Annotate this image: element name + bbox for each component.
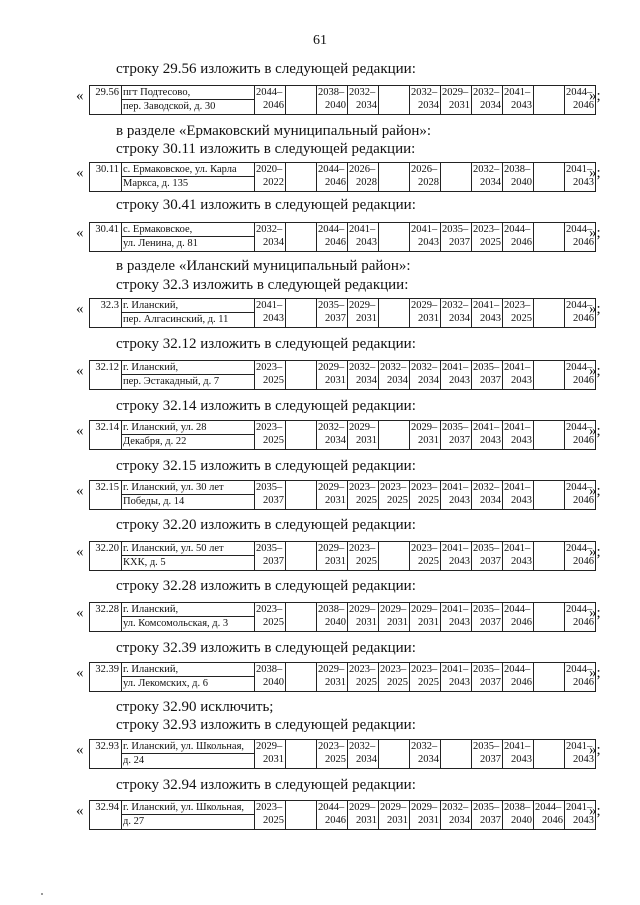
table-row	[90, 223, 596, 252]
period-cell: 2032– 2034	[348, 86, 379, 115]
period-cell: 2038– 2040	[317, 603, 348, 632]
period-cell: 2041– 2043	[441, 481, 472, 510]
period-cell: 2044– 2046	[503, 223, 534, 252]
close-quote: »;	[589, 665, 601, 681]
row-number: 32.39	[90, 663, 122, 692]
address-line: Победы, д. 14	[122, 494, 254, 508]
period-cell: 2041– 2043	[503, 740, 534, 769]
address-line: пер. Эстакадный, д. 7	[122, 374, 254, 388]
row-number: 32.12	[90, 361, 122, 390]
address-line: ул. Комсомольская, д. 3	[122, 616, 254, 630]
close-quote: »;	[589, 88, 601, 104]
period-cell: 2041– 2043	[472, 299, 503, 328]
open-quote: «	[76, 165, 84, 181]
row-number: 29.56	[90, 86, 122, 115]
table-row	[90, 603, 596, 632]
page-number: 61	[313, 33, 327, 48]
close-quote: »;	[589, 301, 601, 317]
period-cell	[286, 542, 317, 571]
period-cell	[534, 542, 565, 571]
section-heading: строку 32.39 изложить в следующей редакции:	[116, 640, 416, 656]
close-quote: »;	[589, 165, 601, 181]
period-cell: 2032– 2034	[472, 163, 503, 192]
period-cell: 2041– 2043	[503, 481, 534, 510]
period-cell: 2029– 2031	[317, 542, 348, 571]
schedule-table	[89, 739, 596, 769]
period-cell: 2029– 2031	[317, 361, 348, 390]
open-quote: «	[76, 742, 84, 758]
section-heading: строку 29.56 изложить в следующей редакции:	[116, 61, 416, 77]
address-cell	[122, 361, 255, 390]
address-cell	[122, 163, 255, 192]
table-row-block	[76, 480, 616, 510]
period-cell: 2032– 2034	[317, 421, 348, 450]
open-quote: «	[76, 605, 84, 621]
period-cell	[379, 299, 410, 328]
period-cell: 2041– 2043	[348, 223, 379, 252]
period-cell	[286, 801, 317, 830]
scan-mark	[41, 893, 43, 895]
table-row-block	[76, 360, 616, 390]
period-cell: 2029– 2031	[410, 421, 441, 450]
section-heading: строку 32.94 изложить в следующей редакции:	[116, 777, 416, 793]
period-cell: 2032– 2034	[410, 86, 441, 115]
period-cell	[534, 421, 565, 450]
period-cell: 2044– 2046	[565, 481, 596, 510]
period-cell: 2044– 2046	[565, 663, 596, 692]
table-row	[90, 361, 596, 390]
address-line: с. Ермаковское,	[123, 224, 193, 235]
period-cell: 2044– 2046	[503, 663, 534, 692]
period-cell: 2041– 2043	[565, 740, 596, 769]
period-cell: 2023– 2025	[255, 421, 286, 450]
period-cell: 2023– 2025	[379, 663, 410, 692]
period-cell	[379, 86, 410, 115]
open-quote: «	[76, 544, 84, 560]
period-cell	[286, 481, 317, 510]
row-number: 32.15	[90, 481, 122, 510]
table-row	[90, 481, 596, 510]
period-cell	[534, 740, 565, 769]
period-cell: 2038– 2040	[317, 86, 348, 115]
period-cell	[534, 481, 565, 510]
period-cell: 2023– 2025	[410, 481, 441, 510]
period-cell: 2029– 2031	[441, 86, 472, 115]
period-cell: 2023– 2025	[410, 663, 441, 692]
period-cell: 2023– 2025	[348, 663, 379, 692]
row-number: 32.20	[90, 542, 122, 571]
period-cell	[534, 361, 565, 390]
period-cell: 2023– 2025	[255, 361, 286, 390]
address-cell	[122, 603, 255, 632]
period-cell	[286, 421, 317, 450]
period-cell: 2035– 2037	[472, 542, 503, 571]
table-row	[90, 663, 596, 692]
period-cell: 2038– 2040	[255, 663, 286, 692]
period-cell: 2035– 2037	[441, 421, 472, 450]
table-row	[90, 299, 596, 328]
address-line: Декабря, д. 22	[122, 434, 254, 448]
period-cell: 2041– 2043	[503, 542, 534, 571]
address-line: г. Иланский, ул. 30 лет	[123, 482, 224, 493]
address-line: ул. Лекомских, д. 6	[122, 676, 254, 690]
table-row	[90, 801, 596, 830]
period-cell: 2041– 2043	[410, 223, 441, 252]
period-cell: 2035– 2037	[472, 603, 503, 632]
address-cell	[122, 86, 255, 115]
period-cell: 2035– 2037	[255, 542, 286, 571]
address-line: пер. Алгасинский, д. 11	[122, 312, 254, 326]
period-cell: 2044– 2046	[565, 542, 596, 571]
address-cell	[122, 299, 255, 328]
period-cell	[379, 223, 410, 252]
section-heading: строку 32.93 изложить в следующей редакции:	[116, 717, 416, 733]
period-cell: 2023– 2025	[503, 299, 534, 328]
row-number: 30.41	[90, 223, 122, 252]
period-cell: 2041– 2043	[565, 801, 596, 830]
schedule-table	[89, 298, 596, 328]
period-cell: 2029– 2031	[410, 603, 441, 632]
period-cell: 2023– 2025	[410, 542, 441, 571]
address-cell	[122, 740, 255, 769]
period-cell	[441, 740, 472, 769]
period-cell: 2029– 2031	[255, 740, 286, 769]
section-heading: строку 32.14 изложить в следующей редакции:	[116, 398, 416, 414]
period-cell	[286, 663, 317, 692]
address-line: г. Иланский, ул. Школьная,	[123, 802, 245, 813]
address-cell	[122, 663, 255, 692]
period-cell: 2029– 2031	[348, 299, 379, 328]
table-row-block	[76, 662, 616, 692]
address-line: с. Ермаковское, ул. Карла	[123, 164, 237, 175]
period-cell: 2044– 2046	[565, 603, 596, 632]
period-cell: 2023– 2025	[472, 223, 503, 252]
period-cell	[379, 421, 410, 450]
section-heading: строку 32.3 изложить в следующей редакции:	[116, 277, 409, 293]
period-cell: 2038– 2040	[503, 163, 534, 192]
period-cell: 2023– 2025	[255, 603, 286, 632]
schedule-table	[89, 800, 596, 830]
period-cell: 2035– 2037	[472, 663, 503, 692]
period-cell: 2023– 2025	[348, 481, 379, 510]
address-cell	[122, 542, 255, 571]
table-row	[90, 740, 596, 769]
address-line: Маркса, д. 135	[122, 176, 254, 190]
row-number: 30.11	[90, 163, 122, 192]
period-cell: 2032– 2034	[472, 481, 503, 510]
address-line: г. Иланский,	[123, 604, 179, 615]
period-cell	[286, 86, 317, 115]
address-cell	[122, 801, 255, 830]
period-cell	[286, 163, 317, 192]
period-cell	[286, 361, 317, 390]
close-quote: »;	[589, 423, 601, 439]
schedule-table	[89, 541, 596, 571]
period-cell: 2035– 2037	[255, 481, 286, 510]
open-quote: «	[76, 88, 84, 104]
period-cell: 2035– 2037	[317, 299, 348, 328]
row-number: 32.14	[90, 421, 122, 450]
address-cell	[122, 223, 255, 252]
address-line: г. Иланский, ул. 50 лет	[123, 543, 224, 554]
close-quote: »;	[589, 544, 601, 560]
period-cell: 2041– 2043	[565, 163, 596, 192]
period-cell: 2035– 2037	[472, 361, 503, 390]
period-cell	[379, 542, 410, 571]
period-cell	[534, 86, 565, 115]
period-cell: 2041– 2043	[503, 361, 534, 390]
open-quote: «	[76, 363, 84, 379]
period-cell: 2041– 2043	[441, 542, 472, 571]
period-cell: 2023– 2025	[379, 481, 410, 510]
period-cell	[534, 663, 565, 692]
address-line: д. 27	[122, 814, 254, 828]
schedule-table	[89, 360, 596, 390]
period-cell: 2029– 2031	[348, 603, 379, 632]
close-quote: »;	[589, 483, 601, 499]
table-row-block	[76, 800, 616, 830]
period-cell: 2044– 2046	[565, 299, 596, 328]
open-quote: «	[76, 423, 84, 439]
section-heading: строку 32.15 изложить в следующей редакции:	[116, 458, 416, 474]
section-heading: строку 32.90 исключить;	[116, 699, 274, 715]
schedule-table	[89, 602, 596, 632]
period-cell: 2041– 2043	[255, 299, 286, 328]
period-cell: 2032– 2034	[441, 801, 472, 830]
row-number: 32.94	[90, 801, 122, 830]
period-cell: 2041– 2043	[441, 603, 472, 632]
period-cell: 2041– 2043	[503, 86, 534, 115]
period-cell	[441, 163, 472, 192]
address-line: пер. Заводской, д. 30	[122, 99, 254, 113]
period-cell: 2023– 2025	[317, 740, 348, 769]
address-line: г. Иланский,	[123, 362, 179, 373]
schedule-table	[89, 85, 596, 115]
close-quote: »;	[589, 225, 601, 241]
table-row	[90, 86, 596, 115]
table-row-block	[76, 162, 616, 192]
schedule-table	[89, 420, 596, 450]
period-cell: 2026– 2028	[410, 163, 441, 192]
period-cell: 2029– 2031	[317, 663, 348, 692]
section-heading: строку 32.12 изложить в следующей редакции:	[116, 336, 416, 352]
period-cell: 2044– 2046	[565, 86, 596, 115]
period-cell: 2029– 2031	[348, 801, 379, 830]
row-number: 32.28	[90, 603, 122, 632]
period-cell: 2032– 2034	[410, 361, 441, 390]
period-cell	[286, 223, 317, 252]
address-line: д. 24	[122, 753, 254, 767]
section-heading: в разделе «Ермаковский муниципальный район»:	[116, 123, 432, 139]
period-cell: 2044– 2046	[255, 86, 286, 115]
schedule-table	[89, 480, 596, 510]
period-cell	[534, 299, 565, 328]
open-quote: «	[76, 483, 84, 499]
close-quote: »;	[589, 742, 601, 758]
table-row-block	[76, 222, 616, 252]
section-heading: строку 32.28 изложить в следующей редакции:	[116, 578, 416, 594]
period-cell: 2041– 2043	[472, 421, 503, 450]
table-row	[90, 421, 596, 450]
open-quote: «	[76, 665, 84, 681]
period-cell: 2029– 2031	[410, 801, 441, 830]
period-cell: 2044– 2046	[503, 603, 534, 632]
period-cell: 2020– 2022	[255, 163, 286, 192]
table-row	[90, 542, 596, 571]
period-cell: 2029– 2031	[348, 421, 379, 450]
period-cell: 2032– 2034	[348, 740, 379, 769]
row-number: 32.93	[90, 740, 122, 769]
address-cell	[122, 481, 255, 510]
schedule-table	[89, 162, 596, 192]
period-cell: 2032– 2034	[441, 299, 472, 328]
period-cell: 2029– 2031	[317, 481, 348, 510]
table-row-block	[76, 541, 616, 571]
section-heading: строку 30.41 изложить в следующей редакции:	[116, 197, 416, 213]
period-cell: 2041– 2043	[441, 361, 472, 390]
period-cell: 2044– 2046	[317, 163, 348, 192]
section-heading: строку 30.11 изложить в следующей редакции:	[116, 141, 416, 157]
period-cell: 2032– 2034	[255, 223, 286, 252]
period-cell: 2029– 2031	[410, 299, 441, 328]
open-quote: «	[76, 301, 84, 317]
period-cell	[286, 603, 317, 632]
period-cell: 2044– 2046	[565, 223, 596, 252]
schedule-table	[89, 662, 596, 692]
period-cell	[286, 299, 317, 328]
open-quote: «	[76, 803, 84, 819]
table-row-block	[76, 298, 616, 328]
period-cell	[379, 163, 410, 192]
period-cell: 2035– 2037	[472, 740, 503, 769]
address-line: пгт Подтесово,	[123, 87, 191, 98]
period-cell: 2035– 2037	[472, 801, 503, 830]
period-cell	[534, 603, 565, 632]
period-cell: 2023– 2025	[348, 542, 379, 571]
schedule-table	[89, 222, 596, 252]
close-quote: »;	[589, 363, 601, 379]
period-cell: 2029– 2031	[379, 603, 410, 632]
address-line: г. Иланский, ул. Школьная,	[123, 741, 245, 752]
period-cell: 2029– 2031	[379, 801, 410, 830]
address-cell	[122, 421, 255, 450]
table-row-block	[76, 420, 616, 450]
period-cell: 2035– 2037	[441, 223, 472, 252]
period-cell: 2044– 2046	[534, 801, 565, 830]
address-line: г. Иланский, ул. 28	[123, 422, 207, 433]
period-cell	[534, 223, 565, 252]
period-cell: 2038– 2040	[503, 801, 534, 830]
section-heading: в разделе «Иланский муниципальный район»:	[116, 258, 411, 274]
open-quote: «	[76, 225, 84, 241]
table-row-block	[76, 602, 616, 632]
period-cell: 2041– 2043	[503, 421, 534, 450]
period-cell: 2032– 2034	[379, 361, 410, 390]
period-cell	[379, 740, 410, 769]
row-number: 32.3	[90, 299, 122, 328]
close-quote: »;	[589, 605, 601, 621]
table-row	[90, 163, 596, 192]
period-cell: 2044– 2046	[565, 361, 596, 390]
table-row-block	[76, 739, 616, 769]
address-line: г. Иланский,	[123, 300, 179, 311]
table-row-block	[76, 85, 616, 115]
section-heading: строку 32.20 изложить в следующей редакции:	[116, 517, 416, 533]
address-line: КХК, д. 5	[122, 555, 254, 569]
address-line: ул. Ленина, д. 81	[122, 236, 254, 250]
period-cell: 2032– 2034	[348, 361, 379, 390]
period-cell	[534, 163, 565, 192]
period-cell: 2026– 2028	[348, 163, 379, 192]
period-cell: 2044– 2046	[317, 223, 348, 252]
period-cell: 2041– 2043	[441, 663, 472, 692]
period-cell: 2044– 2046	[565, 421, 596, 450]
period-cell	[286, 740, 317, 769]
address-line: г. Иланский,	[123, 664, 179, 675]
period-cell: 2032– 2034	[410, 740, 441, 769]
period-cell: 2044– 2046	[317, 801, 348, 830]
period-cell: 2032– 2034	[472, 86, 503, 115]
period-cell: 2023– 2025	[255, 801, 286, 830]
close-quote: »;	[589, 803, 601, 819]
